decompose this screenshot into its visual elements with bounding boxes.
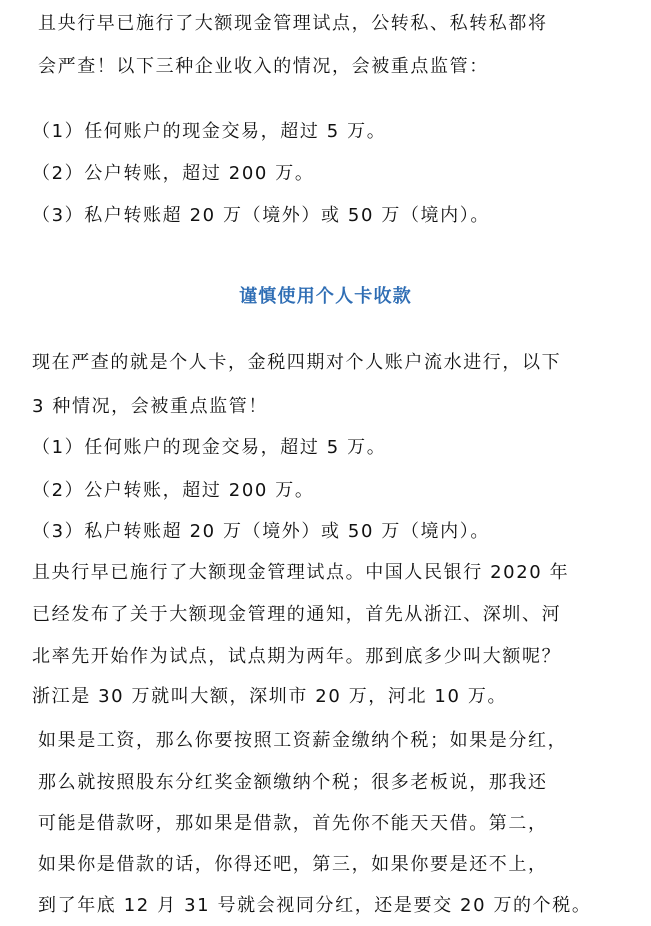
intro-item-2: （2）公户转账，超过 200 万。 xyxy=(32,163,315,184)
salary-line-4: 如果你是借款的话，你得还吧，第三，如果你要是还不上， xyxy=(38,854,548,875)
section-item-3: （3）私户转账超 20 万（境外）或 50 万（境内）。 xyxy=(32,521,490,542)
section-heading: 谨慎使用个人卡收款 xyxy=(239,286,412,307)
pilot-line-4: 浙江是 30 万就叫大额，深圳市 20 万，河北 10 万。 xyxy=(32,686,508,707)
intro-item-1: （1）任何账户的现金交易，超过 5 万。 xyxy=(32,121,387,142)
intro-line-2: 会严查！以下三种企业收入的情况，会被重点监管： xyxy=(38,56,489,77)
intro-line-1: 且央行早已施行了大额现金管理试点，公转私、私转私都将 xyxy=(38,13,548,34)
pilot-line-1: 且央行早已施行了大额现金管理试点。中国人民银行 2020 年 xyxy=(32,562,570,583)
salary-line-3: 可能是借款呀，那如果是借款，首先你不能天天借。第二， xyxy=(38,813,548,834)
section-para-line-1: 现在严查的就是个人卡，金税四期对个人账户流水进行，以下 xyxy=(32,352,562,373)
section-item-2: （2）公户转账，超过 200 万。 xyxy=(32,480,315,501)
pilot-line-2: 已经发布了关于大额现金管理的通知，首先从浙江、深圳、河 xyxy=(32,604,562,625)
salary-line-1: 如果是工资，那么你要按照工资薪金缴纳个税；如果是分红， xyxy=(38,730,568,751)
section-item-1: （1）任何账户的现金交易，超过 5 万。 xyxy=(32,437,387,458)
section-para-line-2: 3 种情况，会被重点监管！ xyxy=(32,396,268,417)
salary-line-5: 到了年底 12 月 31 号就会视同分红，还是要交 20 万的个税。 xyxy=(38,895,592,916)
intro-item-3: （3）私户转账超 20 万（境外）或 50 万（境内）。 xyxy=(32,205,490,226)
pilot-line-3: 北率先开始作为试点，试点期为两年。那到底多少叫大额呢？ xyxy=(32,646,562,667)
salary-line-2: 那么就按照股东分红奖金额缴纳个税；很多老板说，那我还 xyxy=(38,772,548,793)
